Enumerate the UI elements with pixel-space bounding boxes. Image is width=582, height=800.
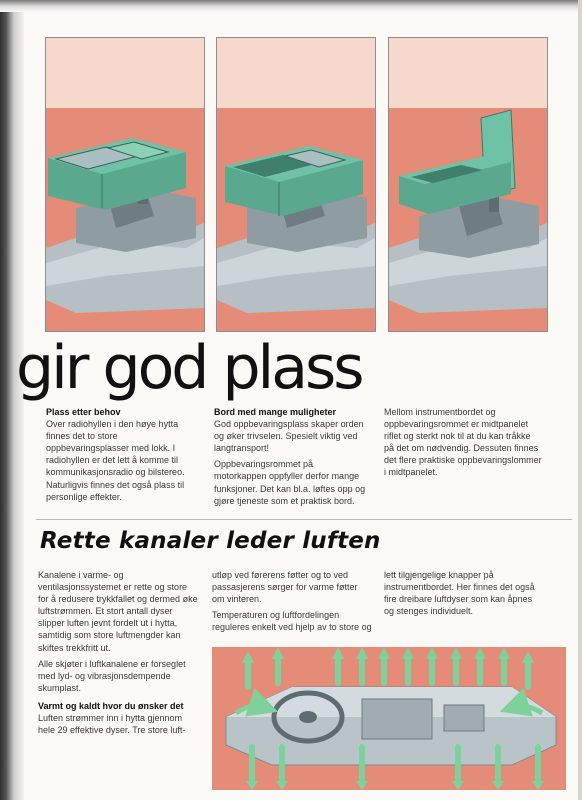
block-paragraph: Mellom instrumentbordet og oppbevaringsrommet er midtpanelet riflet og sterkt nok til at du kan tråkke på det om nødvendig. Dessuten finnes det flere praktiske oppbevaringslommer i midtpanelet.	[384, 407, 542, 478]
section-divider	[36, 519, 572, 520]
page-top-shadow	[0, 0, 582, 12]
text-block-table	[214, 406, 368, 511]
illustration-storage-open	[216, 37, 376, 332]
text-block-ventilation	[38, 569, 200, 740]
block-paragraph: God oppbevaringsplass skaper orden og øker trivselen. Spesielt viktig ved langtransport!	[214, 419, 364, 454]
illustration-storage-closed	[45, 37, 205, 332]
block-paragraph: Kanalene i varme- og ventilasjonssystemet er rette og store for å redusere trykkfallet og dermed øke luftstrømmen. Et stort antall dyser slipper luften jevnt fordelt ut i hytta, samtidig som store luftmengder kan skiftes trekkfritt ut.	[38, 570, 198, 653]
block-heading: Bord med mange muligheter	[214, 407, 337, 417]
page-right-edge	[578, 0, 582, 800]
block-heading: Plass etter behov	[46, 407, 121, 417]
text-block-midpanel	[384, 406, 542, 483]
page-headline: gir god plass	[16, 333, 362, 403]
text-block-ventilation-controls	[384, 569, 544, 621]
block-heading: Varmt og kaldt hvor du ønsker det	[38, 700, 184, 711]
illustration-storage-table	[388, 37, 548, 332]
block-paragraph: Temperaturen og luftfordelingen reguleres enkelt ved hjelp av to store og	[212, 610, 372, 633]
text-block-storage	[46, 406, 198, 507]
block-paragraph: lett tilgjengelige knapper på instrumentbordet. Her finnes det også fire dreibare luftdyser som kan åpnes og stenges individuelt.	[384, 570, 535, 617]
block-paragraph: Luften strømmer inn i hytta gjennom hele 29 effektive dyser. Tre store luft-	[38, 713, 186, 736]
block-paragraph: Over radiohyllen i den høye hytta finnes det to store oppbevaringsplasser med lokk. I radiohyllen er det lett å komme til kommunikasjonsradio og bilstereo. Naturligvis finnes det også plass til personlige effekter.	[46, 419, 185, 502]
illustration-airflow	[212, 647, 566, 790]
text-block-ventilation-cont	[212, 569, 372, 637]
block-paragraph: Alle skjøter i luftkanalene er forseglet med lyd- og vibrasjonsdempende skumplast.	[38, 658, 186, 693]
block-paragraph: Oppbevaringsrommet på motorkappen oppfyller derfor mange funksjoner. Det kan bl.a. løftes opp og gjøre tjeneste som et praktisk bord.	[214, 459, 366, 506]
section-title: Rette kanaler leder luften	[40, 528, 381, 554]
block-paragraph: utløp ved førerens føtter og to ved passasjerens sørger for varme føtter om vinteren.	[212, 570, 358, 605]
